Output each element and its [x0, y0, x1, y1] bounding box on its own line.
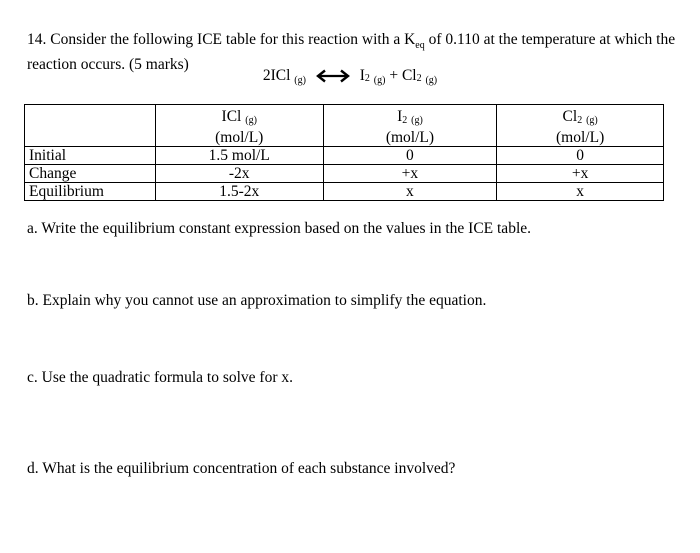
cell-i2: x	[323, 183, 497, 201]
ice-table	[24, 104, 664, 201]
product2: Cl	[401, 67, 417, 84]
header-formula: I	[397, 108, 403, 125]
header-formula: Cl	[562, 108, 578, 125]
ice-header-row	[25, 105, 664, 147]
intro-text-after: of 0.110 at the temperature at which the reaction occurs. (5 marks)	[27, 31, 676, 74]
part-b-question: b. Explain why you cannot use an approximation to simplify the equation.	[27, 292, 487, 309]
row-label: Equilibrium	[25, 183, 156, 201]
product1: I	[359, 67, 365, 84]
reactant: 2ICl	[262, 67, 291, 84]
header-state: (g)	[411, 115, 423, 126]
ice-row-equilibrium	[25, 183, 664, 201]
cell-i2: +x	[323, 165, 497, 183]
product1-state: (g)	[373, 75, 386, 86]
part-a-question: a. Write the equilibrium constant expression based on the values in the ICE table.	[27, 220, 531, 237]
header-unit: (mol/L)	[556, 129, 605, 146]
cell-cl2: +x	[497, 165, 664, 183]
row-label: Change	[25, 165, 156, 183]
ice-row-initial	[25, 147, 664, 165]
intro-text-before: Consider the following ICE table for this reaction with a	[50, 31, 405, 48]
ice-corner-cell	[25, 105, 156, 147]
ice-row-change	[25, 165, 664, 183]
k-subscript: eq	[415, 40, 425, 52]
product2-state: (g)	[425, 75, 438, 86]
header-unit: (mol/L)	[385, 129, 435, 146]
cell-i2: 0	[323, 147, 497, 165]
header-formula: ICl	[221, 108, 242, 125]
row-label: Initial	[25, 147, 156, 165]
plus-sign: +	[389, 67, 399, 84]
reaction-equation	[0, 67, 700, 86]
double-headed-arrow-icon	[316, 69, 350, 83]
reactant-state: (g)	[294, 75, 306, 86]
cell-cl2: x	[497, 183, 664, 201]
header-state: (g)	[245, 115, 257, 126]
header-unit: (mol/L)	[215, 129, 264, 146]
cell-icl: 1.5-2x	[155, 183, 323, 201]
part-d-question: d. What is the equilibrium concentration of each substance involved?	[27, 460, 456, 477]
cell-icl: 1.5 mol/L	[155, 147, 323, 165]
header-sub: 2	[577, 115, 583, 126]
product2-sub: 2	[416, 73, 422, 84]
ice-header-icl	[155, 105, 323, 147]
cell-cl2: 0	[497, 147, 664, 165]
question-number: 14.	[27, 31, 47, 48]
product1-sub: 2	[364, 73, 370, 84]
ice-header-cl2	[497, 105, 664, 147]
part-c-question: c. Use the quadratic formula to solve for x.	[27, 369, 293, 386]
header-sub: 2	[402, 115, 408, 126]
ice-header-i2	[323, 105, 497, 147]
k-symbol: K	[404, 31, 416, 48]
header-state: (g)	[586, 115, 598, 126]
cell-icl: -2x	[155, 165, 323, 183]
